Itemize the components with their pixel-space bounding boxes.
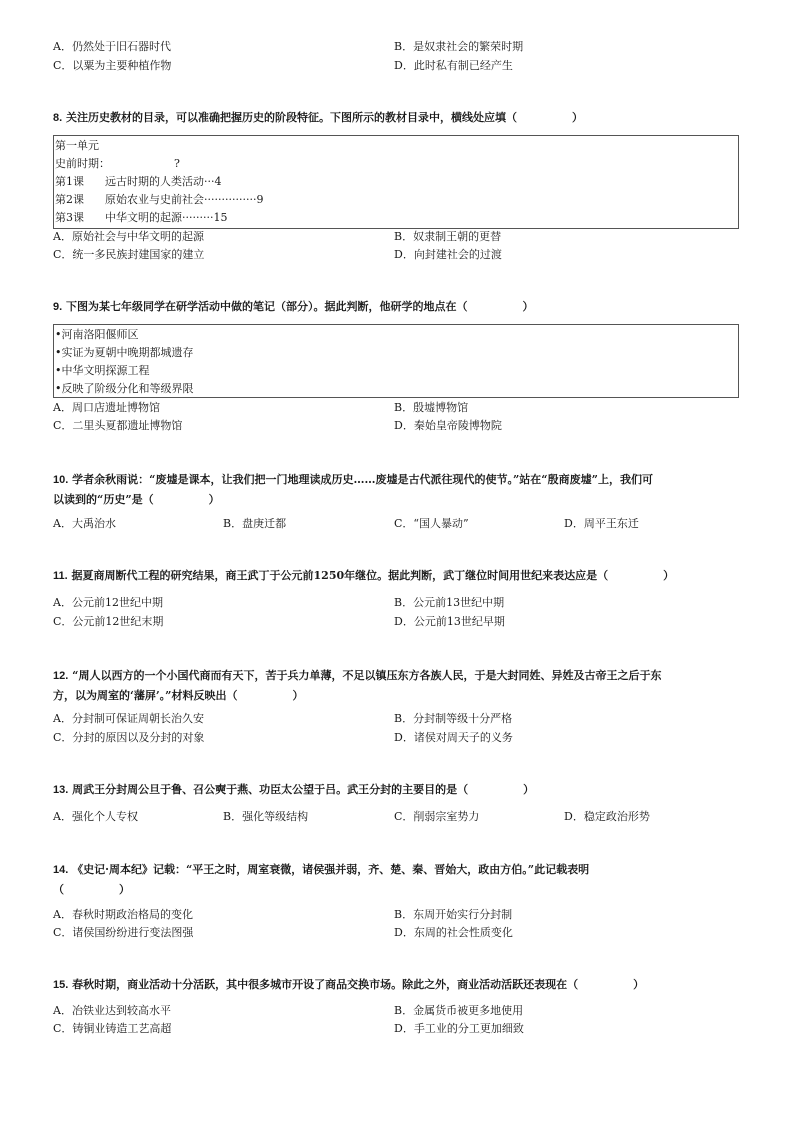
lesson-number: 第3课: [55, 211, 84, 224]
question-number: 14.: [53, 864, 69, 876]
question-13: [53, 780, 743, 800]
q9-option-a: A．周口店遗址博物馆: [53, 401, 160, 414]
question-number: 12.: [53, 670, 69, 682]
q10-option-d: D．周平王东迁: [564, 517, 639, 530]
blank-mark: ?: [174, 157, 180, 170]
q14-option-d: D．东周的社会性质变化: [394, 926, 513, 939]
q11-option-d: D．公元前13世纪早期: [394, 615, 505, 628]
q7-option-b: B．是奴隶社会的繁荣时期: [394, 40, 524, 53]
q14-option-c: C．诸侯国纷纷进行变法图强: [53, 926, 194, 939]
period-heading: 史前时期：: [55, 157, 110, 170]
q10-option-b: B．盘庚迁都: [223, 517, 287, 530]
unit-heading: 第一单元: [55, 139, 99, 152]
q15-option-c: C．铸铜业铸造工艺高超: [53, 1022, 172, 1035]
q9-notes-box: [53, 324, 739, 398]
question-number: 10.: [53, 474, 69, 486]
question-number: 15.: [53, 979, 69, 991]
question-15: [53, 975, 743, 995]
note-item: •河南洛阳偃师区: [55, 328, 139, 341]
question-8: [53, 108, 743, 128]
question-stem: 下图为某七年级同学在研学活动中做的笔记（部分）。据此判断，他研学的地点在（ ）: [66, 300, 534, 313]
q8-option-d: D．向封建社会的过渡: [394, 248, 502, 261]
q12-option-b: B．分封制等级十分严格: [394, 712, 513, 725]
lesson-title: 远古时期的人类活动···4: [105, 175, 222, 188]
q12-option-a: A．分封制可保证周朝长治久安: [53, 712, 204, 725]
lesson-title: 中华文明的起源·········15: [105, 211, 228, 224]
note-item: •实证为夏朝中晚期都城遗存: [55, 346, 194, 359]
question-stem-line-2: 方，以为周室的‘藩屏’。”材料反映出（ ）: [53, 689, 304, 702]
q9-option-c: C．二里头夏都遗址博物馆: [53, 419, 183, 432]
q13-option-d: D．稳定政治形势: [564, 810, 650, 823]
question-stem: 周武王分封周公旦于鲁、召公奭于燕、功臣太公望于吕。武王分封的主要目的是（ ）: [72, 783, 535, 796]
question-stem-line-2: 以读到的“历史”是（ ）: [53, 493, 220, 506]
q15-option-b: B．金属货币被更多地使用: [394, 1004, 524, 1017]
question-number: 9.: [53, 301, 63, 313]
question-number: 8.: [53, 112, 63, 124]
q7-option-c: C．以粟为主要种植作物: [53, 59, 172, 72]
q11-option-c: C．公元前12世纪末期: [53, 615, 164, 628]
q12-option-c: C．分封的原因以及分封的对象: [53, 731, 205, 744]
question-10: [53, 470, 743, 510]
question-14: [53, 860, 743, 900]
q7-option-a: A．仍然处于旧石器时代: [53, 40, 171, 53]
question-stem-line-1: 《史记·周本纪》记载：“平王之时，周室衰微，诸侯强并弱，齐、楚、秦、晋始大，政由方伯。”此记载表明: [72, 863, 590, 876]
lesson-number: 第1课: [55, 175, 84, 188]
q11-option-b: B．公元前13世纪中期: [394, 596, 505, 609]
q10-option-a: A．大禹治水: [53, 517, 116, 530]
question-stem: 据夏商周断代工程的研究结果，商王武丁于公元前1250年继位。据此判断，武丁继位时间用世纪来表达应是（ ）: [71, 569, 675, 582]
q9-option-b: B．殷墟博物馆: [394, 401, 469, 414]
question-stem-line-1: “周人以西方的一个小国代商而有天下，苦于兵力单薄，不足以镇压东方各族人民，于是大封同姓、异姓及古帝王之后于东: [72, 669, 662, 682]
q13-option-a: A．强化个人专权: [53, 810, 138, 823]
note-item: •反映了阶级分化和等级界限: [55, 382, 194, 395]
question-9: [53, 297, 743, 317]
q14-option-b: B．东周开始实行分封制: [394, 908, 513, 921]
q8-option-c: C．统一多民族封建国家的建立: [53, 248, 205, 261]
question-stem-line-1: 学者余秋雨说：“废墟是课本，让我们把一门地理读成历史……废墟是古代派往现代的使节。”站在“殷商废墟”上，我们可: [72, 473, 653, 486]
q11-option-a: A．公元前12世纪中期: [53, 596, 163, 609]
q9-option-d: D．秦始皇帝陵博物院: [394, 419, 502, 432]
lesson-title: 原始农业与史前社会···············9: [105, 193, 264, 206]
note-item: •中华文明探源工程: [55, 364, 150, 377]
q7-option-d: D．此时私有制已经产生: [394, 59, 513, 72]
question-stem: 春秋时期，商业活动十分活跃，其中很多城市开设了商品交换市场。除此之外，商业活动活跃还表现在（ ）: [72, 978, 645, 991]
q14-option-a: A．春秋时期政治格局的变化: [53, 908, 193, 921]
q13-option-b: B．强化等级结构: [223, 810, 309, 823]
question-11: [53, 566, 743, 586]
question-stem-line-2: （ ）: [53, 883, 130, 896]
question-stem: 关注历史教材的目录，可以准确把握历史的阶段特征。下图所示的教材目录中，横线处应填（ ）: [66, 111, 584, 124]
q8-option-a: A．原始社会与中华文明的起源: [53, 230, 204, 243]
q12-option-d: D．诸侯对周天子的义务: [394, 731, 513, 744]
q13-option-c: C．削弱宗室势力: [394, 810, 480, 823]
q10-option-c: C．“国人暴动”: [394, 517, 469, 530]
question-12: [53, 666, 743, 706]
q8-option-b: B．奴隶制王朝的更替: [394, 230, 502, 243]
q15-option-a: A．冶铁业达到较高水平: [53, 1004, 171, 1017]
lesson-number: 第2课: [55, 193, 84, 206]
question-number: 13.: [53, 784, 69, 796]
question-number: 11.: [53, 570, 68, 582]
q15-option-d: D．手工业的分工更加细致: [394, 1022, 524, 1035]
q8-contents-table: [53, 135, 739, 229]
